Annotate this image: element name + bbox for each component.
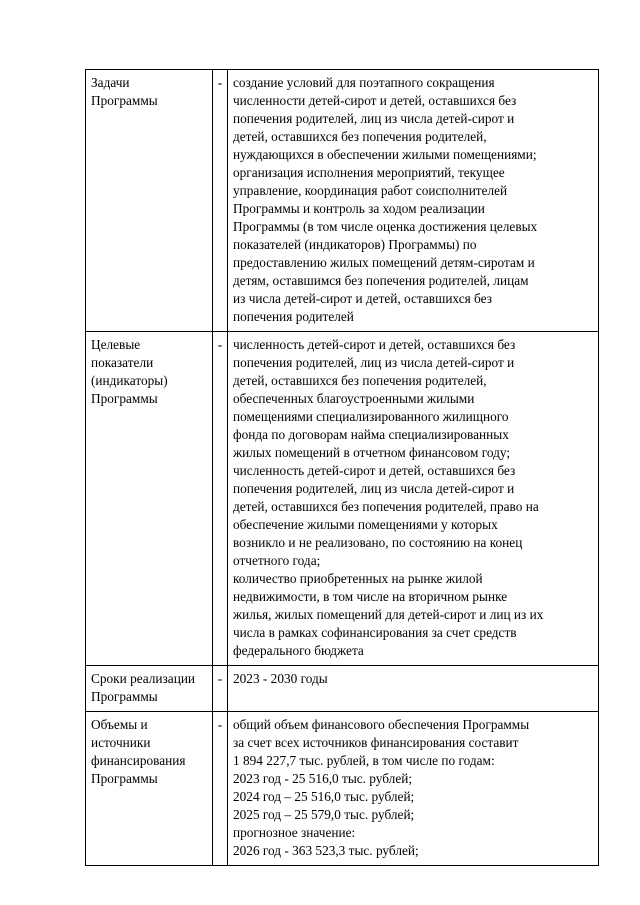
description-line: создание условий для поэтапного сокращения (233, 75, 495, 90)
description-line: численность детей-сирот и детей, оставшихся без (233, 337, 516, 352)
description-line: жилья, жилых помещений для детей-сирот и лиц из их (233, 607, 544, 622)
description-line: организация исполнения мероприятий, текущее (233, 165, 505, 180)
description-line: возникло и не реализовано, по состоянию на конец (233, 535, 523, 550)
program-passport-table (85, 69, 599, 866)
row-label-line: Объемы и (91, 717, 148, 732)
row-label-cell (86, 712, 213, 866)
description-line: недвижимости, в том числе на вторичном рынке (233, 589, 508, 604)
table-row-implementation-period (86, 666, 599, 712)
row-dash: - (217, 337, 223, 352)
row-label-cell (86, 666, 213, 712)
row-label-line: Целевые (91, 337, 141, 352)
description-line: отчетного года; (233, 553, 321, 568)
description-line: численности детей-сирот и детей, оставшихся без (233, 93, 517, 108)
description-line: предоставлению жилых помещений детям-сиротам и (233, 255, 535, 270)
row-label-line: Программы (91, 93, 158, 108)
description-line: 1 894 227,7 тыс. рублей, в том числе по годам: (233, 753, 495, 768)
description-line: из числа детей-сирот и детей, оставшихся без (233, 291, 492, 306)
description-line: Программы (в том числе оценка достижения целевых (233, 219, 538, 234)
description-line: фонда по договорам найма специализированных (233, 427, 509, 442)
description-line: попечения родителей, лиц из числа детей-сирот и (233, 481, 515, 496)
description-line: за счет всех источников финансирования составит (233, 735, 519, 750)
description-line: 2023 год - 25 516,0 тыс. рублей; (233, 771, 413, 786)
description-line: 2023 - 2030 годы (233, 671, 328, 686)
description-line: управление, координация работ соисполнителей (233, 183, 508, 198)
description-line: 2024 год – 25 516,0 тыс. рублей; (233, 789, 415, 804)
row-label-line: Сроки реализации (91, 671, 196, 686)
row-label-line: финансирования (91, 753, 186, 768)
row-label-line: Задачи (91, 75, 130, 90)
description-line: общий объем финансового обеспечения Программы (233, 717, 530, 732)
description-line: нуждающихся в обеспечении жилыми помещениями; (233, 147, 537, 162)
description-line: детей, оставшихся без попечения родителей, (233, 129, 487, 144)
row-label-cell (86, 70, 213, 332)
description-line: Программы и контроль за ходом реализации (233, 201, 485, 216)
row-dash-cell (213, 712, 228, 866)
row-description-cell (228, 712, 599, 866)
row-description-cell (228, 70, 599, 332)
description-line: детей, оставшихся без попечения родителей, право на (233, 499, 539, 514)
description-line: числа в рамках софинансирования за счет средств (233, 625, 517, 640)
row-dash-cell (213, 70, 228, 332)
description-line: показателей (индикаторов) Программы) по (233, 237, 477, 252)
row-dash-cell (213, 666, 228, 712)
description-line: детям, оставшимся без попечения родителей, лицам (233, 273, 529, 288)
row-label-cell (86, 332, 213, 666)
row-description-cell (228, 666, 599, 712)
description-line: попечения родителей, лиц из числа детей-сирот и (233, 111, 515, 126)
description-line: 2026 год - 363 523,3 тыс. рублей; (233, 843, 419, 858)
row-label-line: показатели (91, 355, 154, 370)
row-label-line: Программы (91, 391, 158, 406)
description-line: прогнозное значение: (233, 825, 356, 840)
row-label-line: Программы (91, 689, 158, 704)
row-label-line: источники (91, 735, 151, 750)
row-dash-cell (213, 332, 228, 666)
row-label-line: Программы (91, 771, 158, 786)
description-line: федерального бюджета (233, 643, 364, 658)
description-line: попечения родителей, лиц из числа детей-сирот и (233, 355, 515, 370)
description-line: детей, оставшихся без попечения родителей, (233, 373, 487, 388)
description-line: 2025 год – 25 579,0 тыс. рублей; (233, 807, 415, 822)
table-row-funding (86, 712, 599, 866)
description-line: численность детей-сирот и детей, оставшихся без (233, 463, 516, 478)
table-row-tasks (86, 70, 599, 332)
description-line: попечения родителей (233, 309, 354, 324)
table-row-target-indicators (86, 332, 599, 666)
row-dash: - (217, 75, 223, 90)
description-line: количество приобретенных на рынке жилой (233, 571, 483, 586)
row-label-line: (индикаторы) (91, 373, 168, 388)
description-line: обеспечение жилыми помещениями у которых (233, 517, 498, 532)
description-line: обеспеченных благоустроенными жилыми (233, 391, 475, 406)
description-line: помещениями специализированного жилищного (233, 409, 509, 424)
row-dash: - (217, 717, 223, 732)
description-line: жилых помещений в отчетном финансовом году; (233, 445, 511, 460)
row-dash: - (217, 671, 223, 686)
row-description-cell (228, 332, 599, 666)
